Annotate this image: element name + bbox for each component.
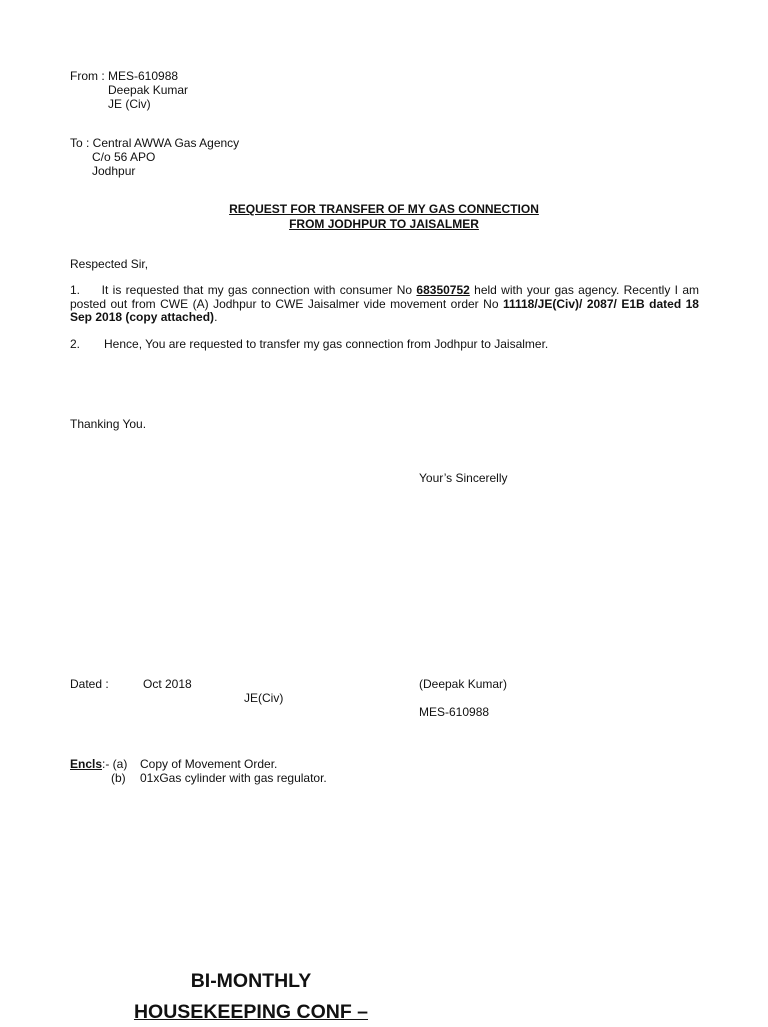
movement-order-number: 11118/JE(Civ)/ 2087/ E1B dated 18 Sep 2018 (copy attached) xyxy=(70,296,699,324)
enclosures-label: Encls xyxy=(70,757,103,771)
subject-line-1: REQUEST FOR TRANSFER OF MY GAS CONNECTION xyxy=(229,202,539,216)
next-page-title-line-2: HOUSEKEEPING CONF – xyxy=(133,1001,369,1023)
enclosure-item-a: Copy of Movement Order. xyxy=(140,757,278,771)
from-name: Deepak Kumar xyxy=(108,83,189,97)
enclosure-item-b: 01xGas cylinder with gas regulator. xyxy=(140,771,327,785)
from-line: From : MES-610988 xyxy=(70,69,179,83)
to-line: To : Central AWWA Gas Agency xyxy=(70,136,240,150)
subject-line-2: FROM JODHPUR TO JAISALMER xyxy=(289,217,479,231)
paragraph-1-end: . xyxy=(214,310,218,324)
paragraph-1 xyxy=(70,284,699,325)
paragraph-2-text: Hence, You are requested to transfer my gas connection from Jodhpur to Jaisalmer. xyxy=(104,337,549,351)
signatory-designation: JE(Civ) xyxy=(244,691,284,705)
signatory-unit: MES-610988 xyxy=(419,705,490,719)
to-address: C/o 56 APO xyxy=(92,150,156,164)
dated-label: Dated : xyxy=(70,677,109,691)
enclosure-b-label: (b) xyxy=(111,771,126,785)
paragraph-1-number: 1. xyxy=(70,283,81,297)
salutation: Respected Sir, xyxy=(70,257,149,271)
signatory-name: (Deepak Kumar) xyxy=(419,677,508,691)
dated-value: Oct 2018 xyxy=(143,677,192,691)
thanking-line: Thanking You. xyxy=(70,417,147,431)
next-page-title-line-1: BI-MONTHLY xyxy=(190,970,312,992)
closing-line: Your’s Sincerelly xyxy=(419,471,508,485)
enclosures-a xyxy=(70,757,127,771)
paragraph-1-text-a: It is requested that my gas connection with consumer No xyxy=(101,283,417,297)
from-designation: JE (Civ) xyxy=(108,97,151,111)
enclosures-separator: :- (a) xyxy=(102,757,128,771)
paragraph-2-number: 2. xyxy=(70,337,81,351)
paragraph-1-text-b: held with your gas agency. Recently I am posted out from CWE (A) Jodhpur to CWE Jaisalmer vide movement order No xyxy=(70,283,699,311)
to-city: Jodhpur xyxy=(92,164,136,178)
consumer-number: 68350752 xyxy=(416,283,470,297)
